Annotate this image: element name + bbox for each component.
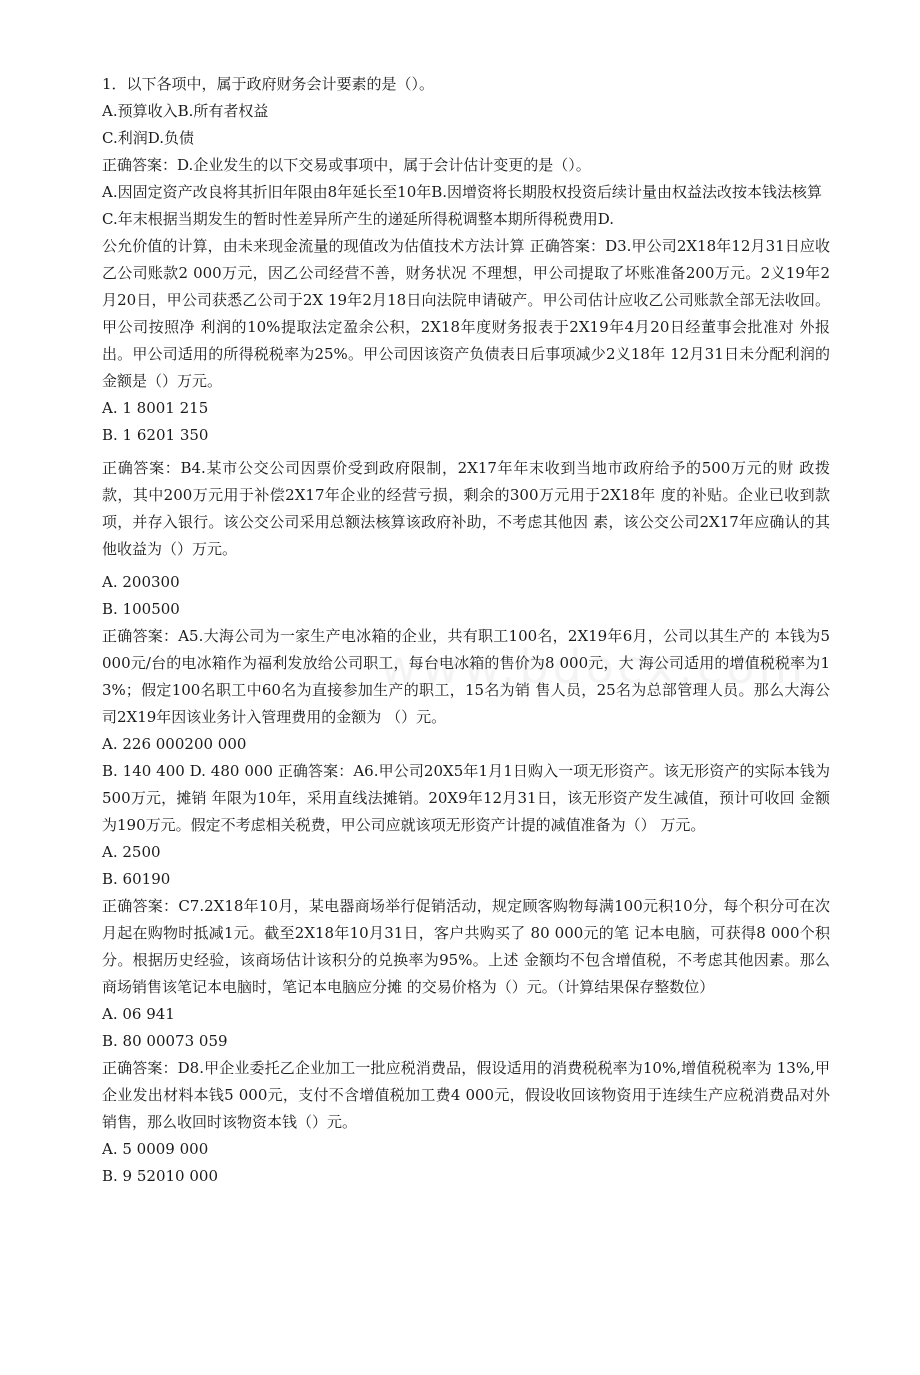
question-5-stem: 正确答案：A5.大海公司为一家生产电冰箱的企业，共有职工100名，2X19年6月，公司以其生产的 本钱为5 000元/台的电冰箱作为福利发放给公司职工，每台电冰箱的售价为8 000元，大 海公司适用的增值税税率为13%；假定100名职工中60名为直接参加生产的职工，15名为销 售人员，25名为总部管理人员。那么大海公司2X19年因该业务计入管理费用的金额为 （）元。 <box>102 627 830 726</box>
question-4-stem: 正确答案：B4.某市公交公司因票价受到政府限制，2X17年年末收到当地市政府给予的500万元的财 政拨款，其中200万元用于补偿2X17年企业的经营亏损，剩余的300万元用于2X18年 度的补贴。企业已收到款项，并存入银行。该公交公司采用总额法核算该政府补助，不考虑其他因 素，该公交公司2X17年应确认的其他收益为（）万元。 <box>102 459 830 558</box>
question-2-options-ab: A.因固定资产改良将其折旧年限由8年延长至10年B.因增资将长期股权投资后续计量由权益法改按本钱法核算 <box>102 183 823 201</box>
question-6-option-a: A. 2500 <box>102 843 161 861</box>
question-4-option-a: A. 200300 <box>102 573 180 591</box>
document-body <box>102 71 830 1190</box>
question-1-options-cd: C.利润D.负债 <box>102 129 194 147</box>
question-3-option-a: A. 1 8001 215 <box>102 399 209 417</box>
question-3-stem: 公允价值的计算，由未来现金流量的现值改为估值技术方法计算 正确答案：D3.甲公司2X18年12月31日应收乙公司账款2 000万元，因乙公司经营不善，财务状况 不理想，甲公司提取了坏账准备200万元。2义19年2月20日，甲公司获悉乙公司于2X 19年2月18日向法院申请破产。甲公司估计应收乙公司账款全部无法收回。甲公司按照净 利润的10%提取法定盈余公积，2X18年度财务报表于2X19年4月20日经董事会批准对 外报出。甲公司适用的所得税税率为25%。甲公司因该资产负债表日后事项减少2义18年 12月31日未分配利润的金额是（）万元。 <box>102 237 830 390</box>
question-8-option-b: B. 9 52010 000 <box>102 1167 218 1185</box>
question-2-stem: 正确答案：D.企业发生的以下交易或事项中，属于会计估计变更的是（）。 <box>102 156 591 174</box>
question-4-option-b: B. 100500 <box>102 600 180 618</box>
question-1-options-ab: A.预算收入B.所有者权益 <box>102 102 269 120</box>
question-7-option-b: B. 80 00073 059 <box>102 1032 228 1050</box>
question-5-option-a: A. 226 000200 000 <box>102 735 247 753</box>
question-8-stem: 正确答案：D8.甲企业委托乙企业加工一批应税消费品，假设适用的消费税税率为10%,增值税税率为 13%,甲企业发出材料本钱5 000元，支付不含增值税加工费4 000元，假设收回该物资用于连续生产应税消费品对外销售，那么收回时该物资本钱（）元。 <box>102 1059 830 1131</box>
question-3-option-b: B. 1 6201 350 <box>102 426 209 444</box>
question-7-stem: 正确答案：C7.2X18年10月，某电器商场举行促销活动，规定顾客购物每满100元积10分，每个积分可在次月起在购物时抵减1元。截至2X18年10月31日，客户共购买了 80 000元的笔 记本电脑，可获得8 000个积分。根据历史经验，该商场估计该积分的兑换率为95%。上述 金额均不包含增值税，不考虑其他因素。那么商场销售该笔记本电脑时，笔记本电脑应分摊 的交易价格为（）元。（计算结果保存整数位） <box>102 897 830 996</box>
question-8-option-a: A. 5 0009 000 <box>102 1140 209 1158</box>
question-6-option-b: B. 60190 <box>102 870 171 888</box>
question-1-stem: 1．以下各项中，属于政府财务会计要素的是（）。 <box>102 75 435 93</box>
question-7-option-a: A. 06 941 <box>102 1005 175 1023</box>
question-2-options-c: C.年末根据当期发生的暂时性差异所产生的递延所得税调整本期所得税费用D. <box>102 210 614 228</box>
question-6-stem: B. 140 400 D. 480 000 正确答案：A6.甲公司20X5年1月1日购入一项无形资产。该无形资产的实际本钱为500万元，摊销 年限为10年，采用直线法摊销。20X9年12月31日，该无形资产发生减值，预计可收回 金额为190万元。假定不考虑相关税费，甲公司应就该项无形资产计提的减值准备为（） 万元。 <box>102 762 830 834</box>
